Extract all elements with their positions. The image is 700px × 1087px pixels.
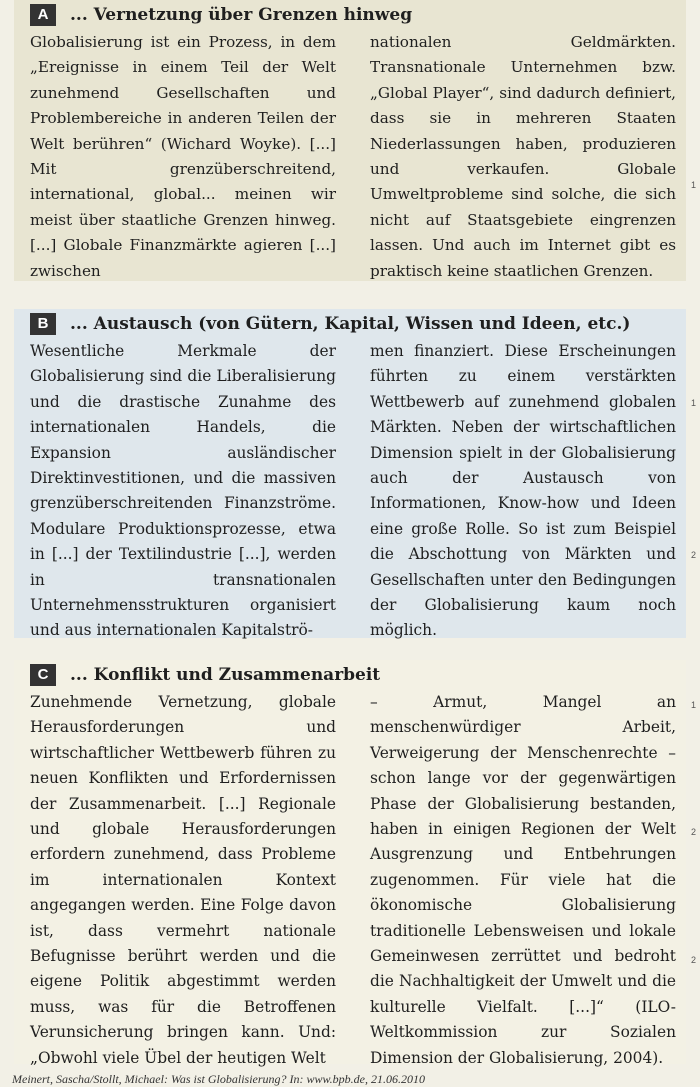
text-column-right: nationalen Geldmärkten. Transnationale Unternehmen bzw. „Global Player“, sind dadurch definiert, dass sie in mehreren Staaten Niederlassungen haben, produzieren und verkaufen. Globale Umweltprobleme sind solche, die sich nicht auf Staatsgebiete eingrenzen lassen. Und auch im Internet gibt es praktisch keine staatlichen Grenzen. xyxy=(370,33,676,280)
margin-line-number: 2 xyxy=(690,827,696,837)
section-title: ... Konflikt und Zusammenarbeit xyxy=(70,665,381,685)
source-citation: Meinert, Sascha/Stollt, Michael: Was ist Globalisierung? In: www.bpb.de, 21.06.2010 xyxy=(12,1072,425,1086)
section-letter: B xyxy=(30,313,56,335)
section-a-heading xyxy=(30,0,676,30)
section-letter: A xyxy=(30,4,56,26)
section-b xyxy=(14,309,686,638)
section-b-heading xyxy=(30,309,676,339)
section-title: ... Vernetzung über Grenzen hinweg xyxy=(70,5,413,25)
text-column-right: men finanziert. Diese Erscheinungen führten zu einem verstärkten Wettbewerb auf zunehmend globalen Märkten. Neben der wirtschaftlichen Dimension spielt in der Globalisierung auch der Austausch von Informationen, Know-how und Ideen eine große Rolle. So ist zum Beispiel die Abschottung von Märkten und Gesellschaften unter den Bedingungen der Globalisierung kaum noch möglich. xyxy=(370,342,676,640)
section-a xyxy=(14,0,686,281)
margin-line-number: 1 xyxy=(690,700,696,710)
margin-line-number: 2 xyxy=(690,550,696,560)
text-column-right: – Armut, Mangel an menschenwürdiger Arbeit, Verweigerung der Menschenrechte – schon lange vor der gegenwärtigen Phase der Globalisierung bestanden, haben in einigen Regionen der Welt Ausgrenzung und Entbehrungen zugenommen. Für viele hat die ökonomische Globalisierung traditionelle Lebensweisen und lokale Gemeinwesen zerrüttet und bedroht die Nachhaltigkeit der Umwelt und die kulturelle Vielfalt. [...]“ (ILO-Weltkommission zur Sozialen Dimension der Globalisierung, 2004). xyxy=(370,693,676,1067)
margin-line-number: 1 xyxy=(690,398,696,408)
text-column-left: Zunehmende Vernetzung, globale Herausforderungen und wirtschaftlicher Wettbewerb führen zu neuen Konflikten und Erfordernissen der Zusammenarbeit. [...] Regionale und globale Herausforderungen erfordern zunehmend, dass Probleme im internationalen Kontext angegangen werden. Eine Folge davon ist, dass vermehrt nationale Befugnisse berührt werden und die eigene Politik abgestimmt werden muss, was für die Betroffenen Verunsicherung bringen kann. Und: „Obwohl viele Übel der heutigen Welt xyxy=(30,693,336,1067)
section-c xyxy=(14,660,686,1067)
text-column-left: Globalisierung ist ein Prozess, in dem „Ereignisse in einem Teil der Welt zunehmend Gesellschaften und Problembereiche in anderen Teilen der Welt berühren“ (Wichard Woyke). [...] Mit grenzüberschreitend, international, global... meinen wir meist über staatliche Grenzen hinweg. [...] Globale Finanzmärkte agieren [...] zwischen xyxy=(30,33,336,280)
text-column-left: Wesentliche Merkmale der Globalisierung sind die Liberalisierung und die drastische Zunahme des internationalen Handels, die Expansion ausländischer Direktinvestitionen, und die massiven grenzüberschreitenden Finanzströme. Modulare Produktionsprozesse, etwa in [...] der Textilindustrie [...], werden in transnationalen Unternehmensstrukturen organisiert und aus internationalen Kapitalströ- xyxy=(30,342,336,640)
section-c-heading xyxy=(30,660,676,690)
section-title: ... Austausch (von Gütern, Kapital, Wissen und Ideen, etc.) xyxy=(70,314,631,334)
margin-line-number: 1 xyxy=(690,180,696,190)
section-letter: C xyxy=(30,664,56,686)
margin-line-number: 2 xyxy=(690,955,696,965)
